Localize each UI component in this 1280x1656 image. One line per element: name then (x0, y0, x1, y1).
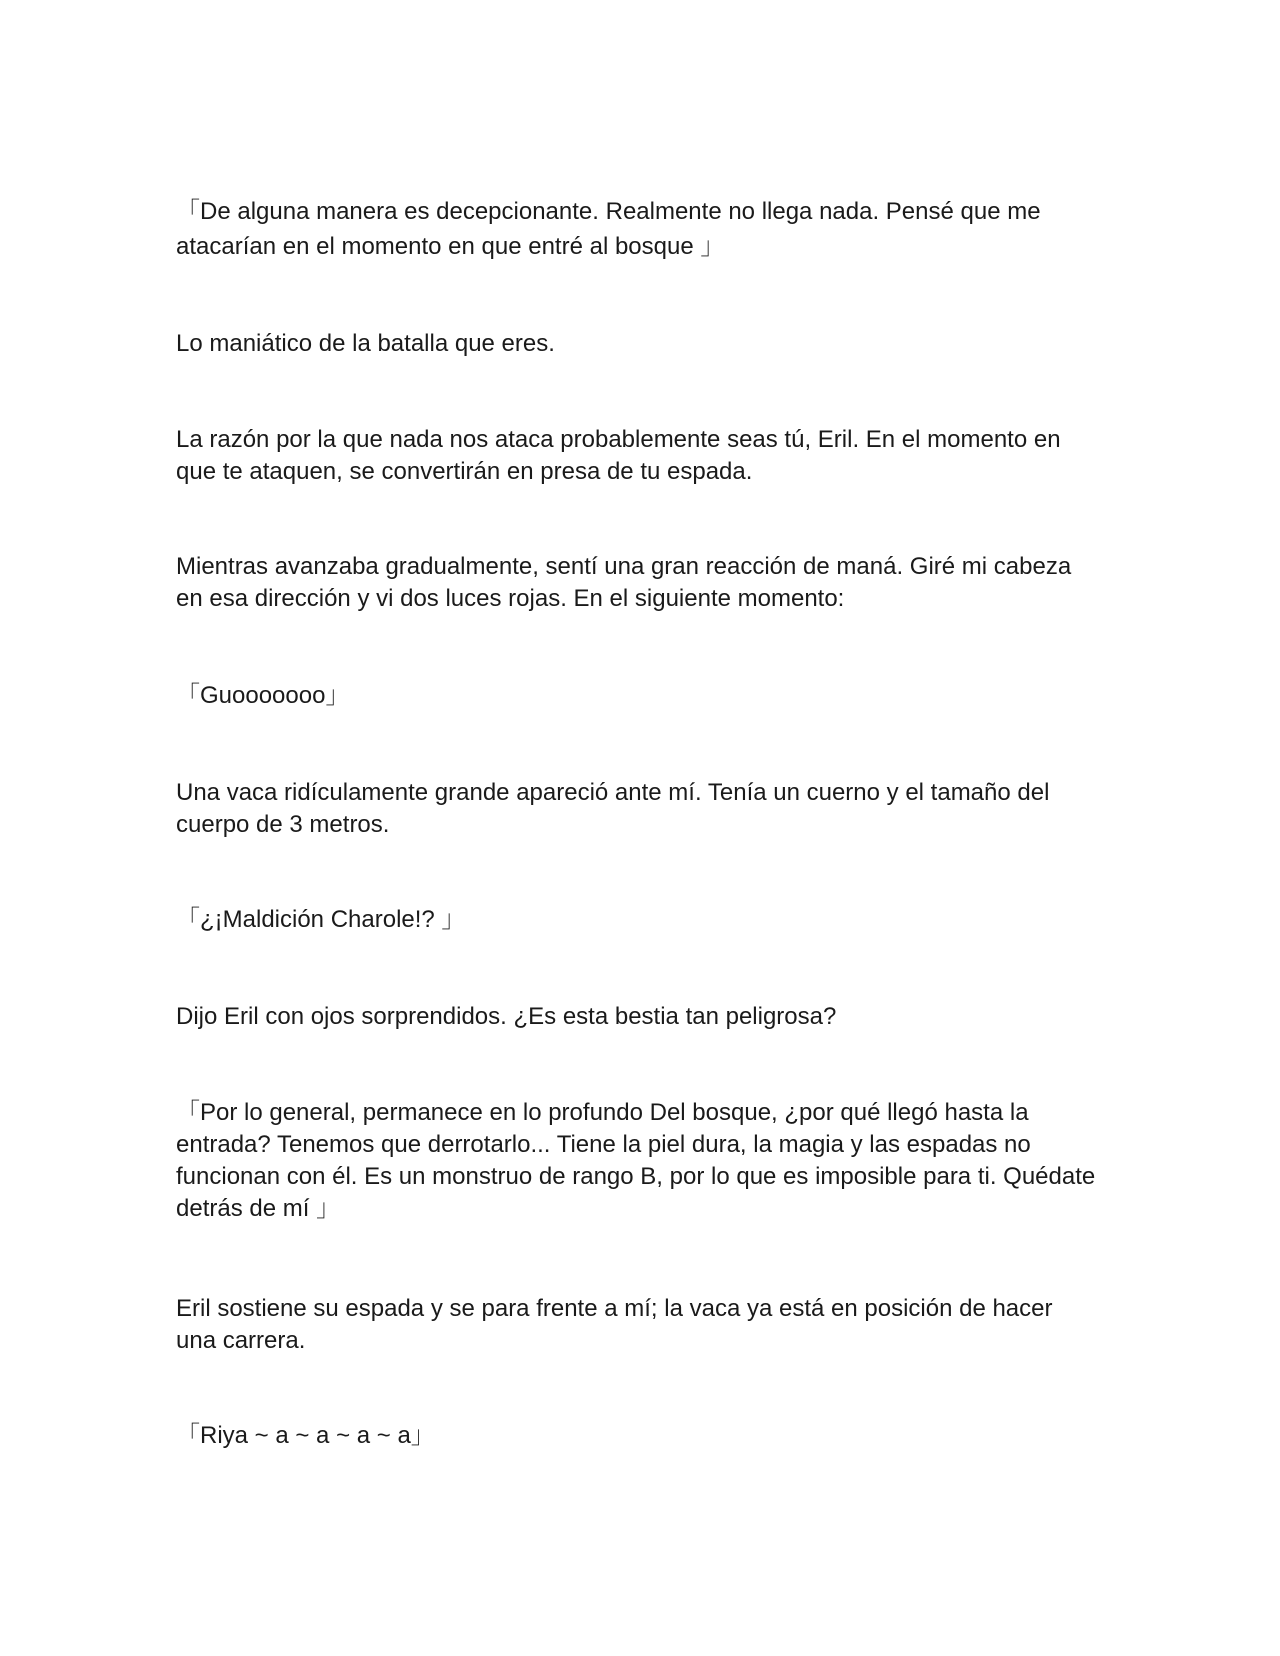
paragraph-5: 「Guooooooo」 (176, 682, 350, 709)
paragraph-10: Eril sostiene su espada y se para frente a mí; la vaca ya está en posición de hacer una carrera. (176, 1295, 1053, 1354)
paragraph-4: Mientras avanzaba gradualmente, sentí una gran reacción de maná. Giré mi cabeza en esa dirección y vi dos luces rojas. En el siguiente momento: (176, 553, 1072, 612)
paragraph-8: Dijo Eril con ojos sorprendidos. ¿Es esta bestia tan peligrosa? (176, 1003, 837, 1030)
paragraph-3: La razón por la que nada nos ataca probablemente seas tú, Eril. En el momento en que te ataquen, se convertirán en presa de tu espada. (176, 426, 1061, 485)
paragraph-9: 「Por lo general, permanece en lo profundo Del bosque, ¿por qué llegó hasta la entrada? Tenemos que derrotarlo... Tiene la piel dura, la magia y las espadas no funcionan con él. Es un monstruo de rango B, por lo que es imposible para ti. Quédate detrás de mí 」 (176, 1099, 1096, 1222)
paragraph-7: 「¿¡Maldición Charole!? 」 (176, 906, 466, 933)
paragraph-6: Una vaca ridículamente grande apareció ante mí. Tenía un cuerno y el tamaño del cuerpo de 3 metros. (176, 779, 1050, 838)
paragraph-1: 「De alguna manera es decepcionante. Realmente no llega nada. Pensé que me atacarían en el momento en que entré al bosque 」 (176, 198, 1041, 260)
paragraph-2: Lo maniático de la batalla que eres. (176, 330, 555, 357)
paragraph-11: 「Riya ~ a ~ a ~ a ~ a」 (176, 1422, 435, 1449)
